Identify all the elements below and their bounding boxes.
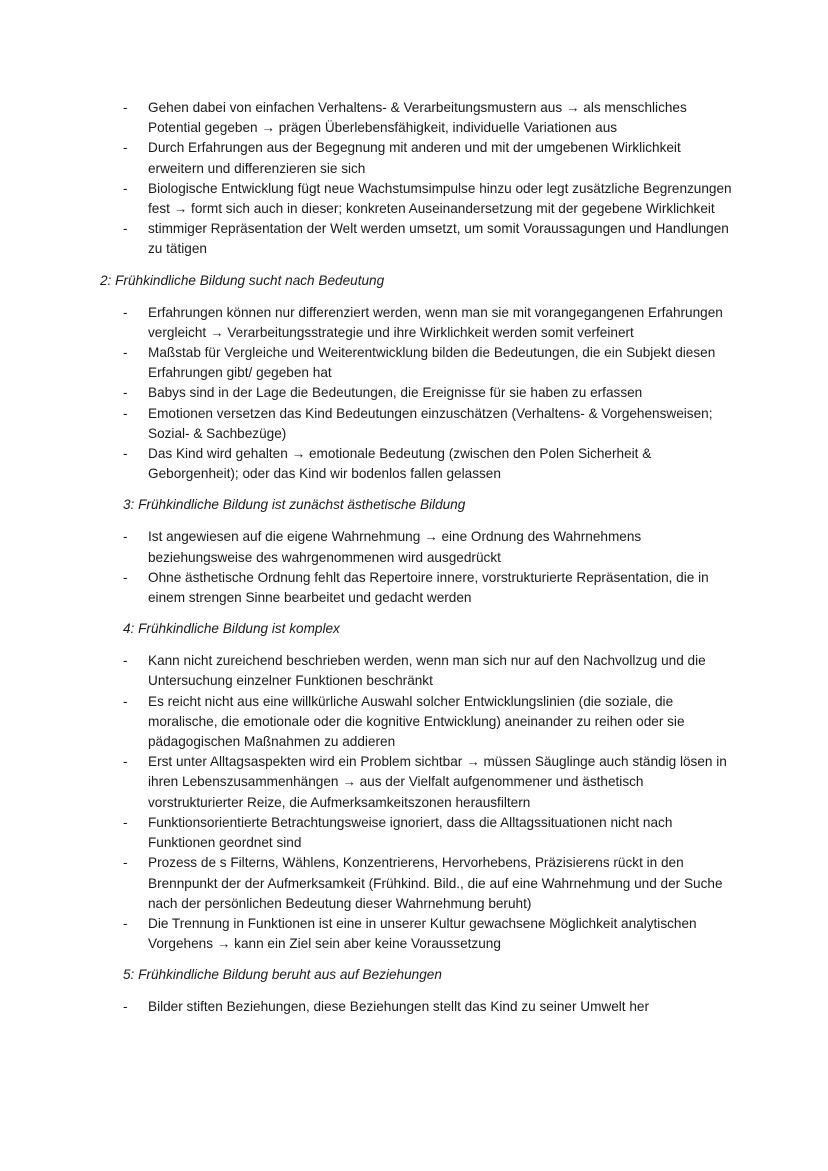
list-item: - Das Kind wird gehalten → emotionale Bedeutung (zwischen den Polen Sicherheit & Geborgenheit); oder das Kind wir bodenlos fallen gelassen <box>123 446 652 482</box>
intro-bullet-list <box>0 98 828 260</box>
list-item: - Emotionen versetzen das Kind Bedeutungen einzuschätzen (Verhaltens- & Vorgehensweisen; Sozial- & Sachbezüge) <box>123 405 713 441</box>
bullet-dash: - <box>123 446 128 462</box>
bullet-dash: - <box>123 855 128 871</box>
section-bullet-list <box>0 303 828 485</box>
section-bullet-list <box>0 651 828 954</box>
list-item: - Gehen dabei von einfachen Verhaltens- & Verarbeitungsmustern aus → als menschliches Potential gegeben → prägen Überlebensfähigkeit, individuelle Variationen aus <box>123 100 687 136</box>
list-item: - Ist angewiesen auf die eigene Wahrnehmung → eine Ordnung des Wahrnehmens beziehungsweise des wahrgenommenen wird ausgedrückt <box>123 529 642 565</box>
section-heading: 4: Frühkindliche Bildung ist komplex <box>123 621 340 637</box>
list-item: - Durch Erfahrungen aus der Begegnung mit anderen und mit der umgebenen Wirklichkeit erweitern und differenzieren sie sich <box>123 140 681 176</box>
bullet-dash: - <box>123 405 128 421</box>
list-item: - Kann nicht zureichend beschrieben werden, wenn man sich nur auf den Nachvollzug und die Untersuchung einzelner Funktionen beschränkt <box>123 653 706 689</box>
section-heading: 3: Frühkindliche Bildung ist zunächst ästhetische Bildung <box>123 497 466 513</box>
bullet-dash: - <box>123 140 128 156</box>
list-item: - Funktionsorientierte Betrachtungsweise ignoriert, dass die Alltagssituationen nicht nach Funktionen geordnet sind <box>123 814 673 851</box>
bullet-dash: - <box>123 385 128 401</box>
section-bullet-list <box>0 997 828 1017</box>
bullet-dash: - <box>123 221 128 237</box>
bullet-dash: - <box>123 345 128 361</box>
section-heading: 5: Frühkindliche Bildung beruht aus auf Beziehungen <box>123 967 442 983</box>
list-item: - Erst unter Alltagsaspekten wird ein Problem sichtbar → müssen Säuglinge auch ständig lösen in ihren Lebenszusammenhängen → aus der Vielfalt aufgenommener und ästhetisch vorstrukturierter Reize, die Aufmerksamkeitszonen herausfiltern <box>123 754 727 810</box>
bullet-dash: - <box>123 100 128 115</box>
document-content <box>0 98 828 1018</box>
section-bullet-list <box>0 527 828 608</box>
list-item: - Maßstab für Vergleiche und Weiterentwicklung bilden die Bedeutungen, die ein Subjekt diesen Erfahrungen gibt/ gegeben hat <box>123 345 716 381</box>
bullet-dash: - <box>123 915 128 931</box>
list-item: - Erfahrungen können nur differenziert werden, wenn man sie mit vorangegangenen Erfahrungen vergleicht → Verarbeitungsstrategie und ihre Wirklichkeit werden somit verfeinert <box>123 304 723 340</box>
list-item: - Babys sind in der Lage die Bedeutungen, die Ereignisse für sie haben zu erfassen <box>0 383 828 403</box>
list-item: - Die Trennung in Funktionen ist eine in unserer Kultur gewachsene Möglichkeit analytischen Vorgehens → kann ein Ziel sein aber keine Voraussetzung <box>123 915 697 952</box>
bullet-dash: - <box>123 569 128 585</box>
bullet-dash: - <box>123 180 128 196</box>
list-item: - stimmiger Repräsentation der Welt werden umsetzt, um somit Voraussagungen und Handlungen zu tätigen <box>123 221 729 257</box>
list-item: - Ohne ästhetische Ordnung fehlt das Repertoire innere, vorstrukturierte Repräsentation, die in einem strengen Sinne bearbeitet und gedacht werden <box>123 569 709 606</box>
list-item: - Biologische Entwicklung fügt neue Wachstumsimpulse hinzu oder legt zusätzliche Begrenzungen fest → formt sich auch in dieser; konkreten Auseinandersetzung mit der gegebene Wirklichkeit <box>123 180 732 217</box>
bullet-dash: - <box>123 529 128 545</box>
list-item: - Bilder stiften Beziehungen, diese Beziehungen stellt das Kind zu seiner Umwelt her <box>0 997 828 1017</box>
list-item: - Prozess de s Filterns, Wählens, Konzentrierens, Hervorhebens, Präzisierens rückt in den Brennpunkt der der Aufmerksamkeit (Frühkind. Bild., die auf eine Wahrnehmung und der Suche nach der persönlichen Bedeutung dieser Wahrnehmung beruht) <box>123 855 723 911</box>
list-item: - Es reicht nicht aus eine willkürliche Auswahl solcher Entwicklungslinien (die soziale, die moralische, die emotionale oder die kognitive Entwicklung) aneinander zu reihen oder sie pädagogischen Maßnahmen zu addieren <box>123 693 685 750</box>
bullet-dash: - <box>123 754 128 770</box>
bullet-dash: - <box>123 304 128 320</box>
bullet-dash: - <box>123 693 128 709</box>
bullet-dash: - <box>123 999 128 1015</box>
section-heading: 2: Frühkindliche Bildung sucht nach Bedeutung <box>100 272 385 288</box>
bullet-dash: - <box>123 653 128 669</box>
bullet-dash: - <box>123 814 128 830</box>
